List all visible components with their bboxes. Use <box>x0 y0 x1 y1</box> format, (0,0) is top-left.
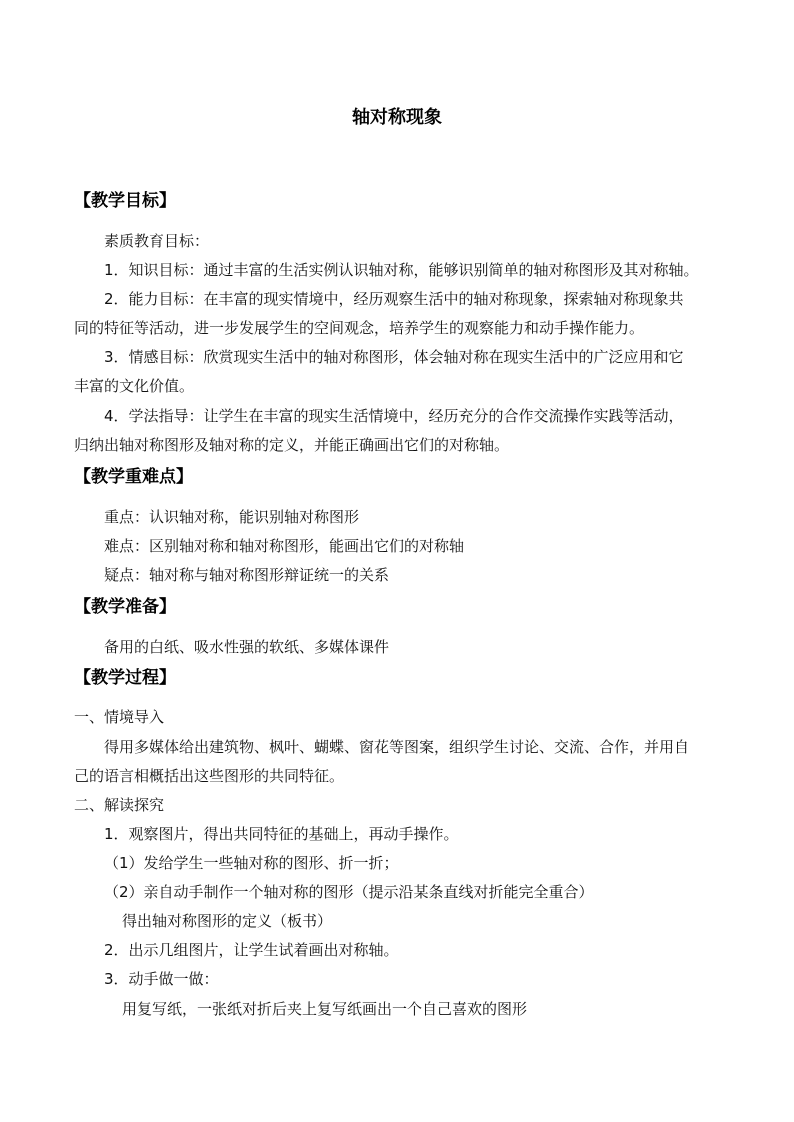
doubt-point: 疑点：轴对称与轴对称图形辩证统一的关系 <box>104 566 390 584</box>
process-part1-line2: 己的语言相概括出这些图形的共同特征。 <box>74 767 345 785</box>
section-heading-key-points: 【教学重难点】 <box>74 467 193 487</box>
process-part1-line1: 得用多媒体给出建筑物、枫叶、蝴蝶、窗花等图案，组织学生讨论、交流、合作，并用自 <box>104 738 690 756</box>
process-step1-b: （2）亲自动手制作一个轴对称的图形（提示沿某条直线对折能完全重合） <box>104 883 594 901</box>
goal-method-line1: 4．学法指导：让学生在丰富的现实生活情境中，经历充分的合作交流操作实践等活动， <box>104 407 684 425</box>
process-step1-a: （1）发给学生一些轴对称的图形、折一折； <box>104 854 399 872</box>
goal-emotion-line1: 3．情感目标：欣赏现实生活中的轴对称图形，体会轴对称在现实生活中的广泛应用和它 <box>104 348 684 366</box>
difficult-point: 难点：区别轴对称和轴对称图形，能画出它们的对称轴 <box>104 537 465 555</box>
process-part2-title: 二、解读探究 <box>74 796 165 814</box>
process-step2: 2．出示几组图片，让学生试着画出对称轴。 <box>104 941 399 959</box>
section-heading-process: 【教学过程】 <box>74 668 176 688</box>
process-step3: 3．动手做一做： <box>104 970 219 988</box>
section-heading-preparation: 【教学准备】 <box>74 597 176 617</box>
process-step1-c: 得出轴对称图形的定义（板书） <box>122 912 333 930</box>
section-heading-teaching-goals: 【教学目标】 <box>74 191 176 211</box>
goal-ability-line2: 同的特征等活动，进一步发展学生的空间观念，培养学生的观察能力和动手操作能力。 <box>74 319 645 337</box>
document-title: 轴对称现象 <box>352 107 442 128</box>
process-step1: 1．观察图片，得出共同特征的基础上，再动手操作。 <box>104 825 459 843</box>
process-part1-title: 一、情境导入 <box>74 708 165 726</box>
goal-method-line2: 归纳出轴对称图形及轴对称的定义，并能正确画出它们的对称轴。 <box>74 436 510 454</box>
goal-ability-line1: 2．能力目标：在丰富的现实情境中，经历观察生活中的轴对称现象，探索轴对称现象共 <box>104 290 684 308</box>
process-step3-text: 用复写纸，一张纸对折后夹上复写纸画出一个自己喜欢的图形 <box>122 1000 528 1018</box>
goal-knowledge: 1．知识目标：通过丰富的生活实例认识轴对称，能够识别简单的轴对称图形及其对称轴。 <box>104 261 699 279</box>
goal-emotion-line2: 丰富的文化价值。 <box>74 377 195 395</box>
preparation-text: 备用的白纸、吸水性强的软纸、多媒体课件 <box>104 638 390 656</box>
goals-intro: 素质教育目标： <box>104 232 210 250</box>
key-point: 重点：认识轴对称，能识别轴对称图形 <box>104 508 360 526</box>
